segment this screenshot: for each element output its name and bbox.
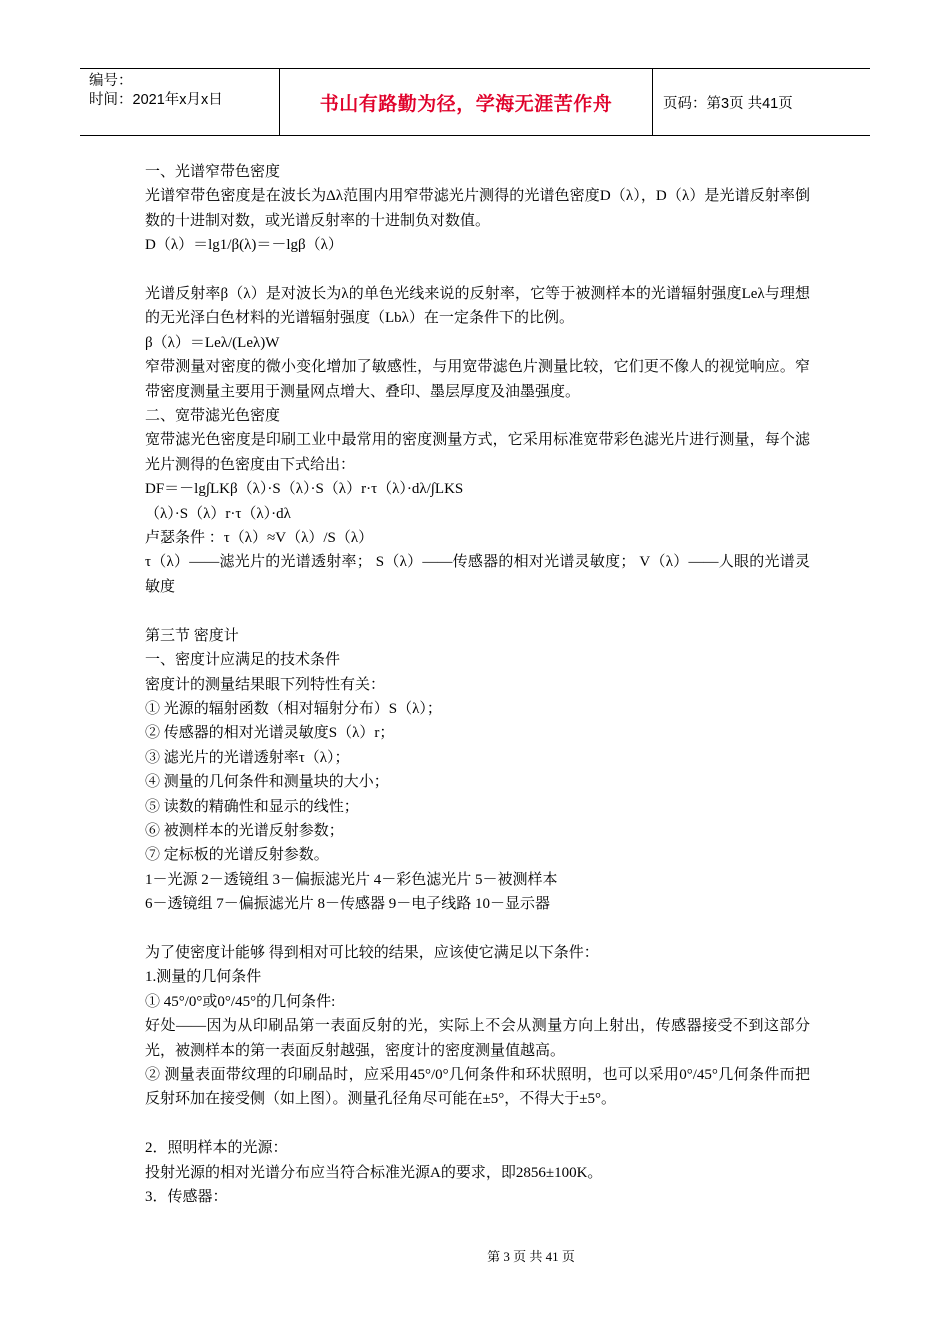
footer-page-number: 第 3 页 共 41 页 — [487, 1249, 575, 1264]
body-paragraph: ⑥ 被测样本的光谱反射参数； — [145, 822, 344, 839]
body-paragraph: 一、密度计应满足的技术条件 — [145, 652, 341, 669]
body-paragraph: ② 测量表面带纹理的印刷品时，应采用45°/0°几何条件和环状照明，也可以采用0°/45°几何条件而把反射环加在接受侧（如上图）。测量孔径角尽可能在±5°，不得大于±5°。 — [145, 1066, 810, 1108]
body-paragraph: 为了使密度计能够 得到相对可比较的结果，应该使它满足以下条件： — [145, 944, 599, 961]
header-motto: 书山有路勤为径，学海无涯苦作舟 — [280, 69, 653, 135]
body-paragraph: ③ 滤光片的光谱透射率τ（λ）； — [145, 749, 350, 766]
body-paragraph: （λ）·S（λ）r·τ（λ）·dλ — [145, 505, 291, 522]
body-paragraph: ⑦ 定标板的光谱反射参数。 — [145, 847, 329, 864]
blank-line — [145, 1112, 810, 1136]
body-paragraph: 1－光源 2－透镜组 3－偏振滤光片 4－彩色滤光片 5－被测样本 — [145, 871, 558, 888]
body-paragraph: 1.测量的几何条件 — [145, 969, 262, 986]
body-paragraph: 第三节 密度计 — [145, 627, 239, 644]
body-paragraph: 光谱窄带色密度是在波长为Δλ范围内用窄带滤光片测得的光谱色密度D（λ），D（λ）是光谱反射率倒数的十进制对数，或光谱反射率的十进制负对数值。 — [145, 188, 810, 229]
body-paragraph: 好处——因为从印刷品第一表面反射的光，实际上不会从测量方向上射出，传感器接受不到这部分光，被测样本的第一表面反射越强，密度计的密度测量值越高。 — [145, 1018, 810, 1059]
document-body — [145, 160, 810, 1209]
body-paragraph: τ（λ）——滤光片的光谱透射率； S（λ）——传感器的相对光谱灵敏度； V（λ）——人眼的光谱灵敏度 — [145, 554, 810, 595]
body-paragraph: 一、光谱窄带色密度 — [145, 164, 281, 180]
body-paragraph: 卢瑟条件 ：τ（λ）≈V（λ）/S（λ） — [145, 530, 374, 547]
header-meta — [80, 69, 280, 135]
body-paragraph: DF＝－lg∫LKβ（λ）·S（λ）·S（λ）r·τ（λ）·dλ/∫LKS — [145, 481, 464, 498]
body-paragraph: 光谱反射率β（λ）是对波长为λ的单色光线来说的反射率，它等于被测样本的光谱辐射强度Leλ与理想的无光泽白色材料的光谱辐射强度（Lbλ）在一定条件下的比例。 — [145, 286, 810, 327]
body-paragraph: 投射光源的相对光谱分布应当符合标准光源A的要求，即2856±100K。 — [145, 1164, 603, 1181]
body-paragraph: 3．传感器： — [145, 1189, 228, 1205]
body-paragraph: ② 传感器的相对光谱灵敏度S（λ）r； — [145, 725, 395, 742]
body-paragraph: 2．照明样本的光源： — [145, 1140, 288, 1157]
body-paragraph: ① 光源的辐射函数（相对辐射分布）S（λ）； — [145, 700, 442, 717]
body-paragraph: 二、宽带滤光色密度 — [145, 408, 281, 425]
document-header — [80, 68, 870, 136]
page-footer — [0, 1246, 950, 1265]
body-paragraph: 6－透镜组 7－偏振滤光片 8－传感器 9－电子线路 10－显示器 — [145, 896, 551, 913]
header-page-info: 页码：第3页 共41页 — [663, 95, 793, 112]
blank-line — [145, 917, 810, 941]
body-paragraph: 窄带测量对密度的微小变化增加了敏感性，与用宽带滤色片测量比较，它们更不像人的视觉响应。窄带密度测量主要用于测量网点增大、叠印、墨层厚度及油墨强度。 — [145, 359, 810, 400]
number-label: 编号： — [89, 73, 133, 89]
body-paragraph: 密度计的测量结果眼下列特性有关： — [145, 676, 386, 693]
time-label: 时间：2021年x月x日 — [89, 92, 223, 108]
blank-line — [145, 599, 810, 623]
blank-line — [145, 258, 810, 282]
body-paragraph: ① 45°/0°或0°/45°的几何条件: — [145, 993, 336, 1010]
body-paragraph: 宽带滤光色密度是印刷工业中最常用的密度测量方式，它采用标准宽带彩色滤光片进行测量，每个滤光片测得的色密度由下式给出： — [145, 432, 810, 473]
body-paragraph: D（λ）＝lg1/β(λ)＝－lgβ（λ） — [145, 237, 343, 254]
body-paragraph: β（λ）＝Leλ/(Leλ)W — [145, 334, 280, 351]
body-paragraph: ⑤ 读数的精确性和显示的线性； — [145, 798, 359, 815]
body-paragraph: ④ 测量的几何条件和测量块的大小； — [145, 774, 389, 791]
